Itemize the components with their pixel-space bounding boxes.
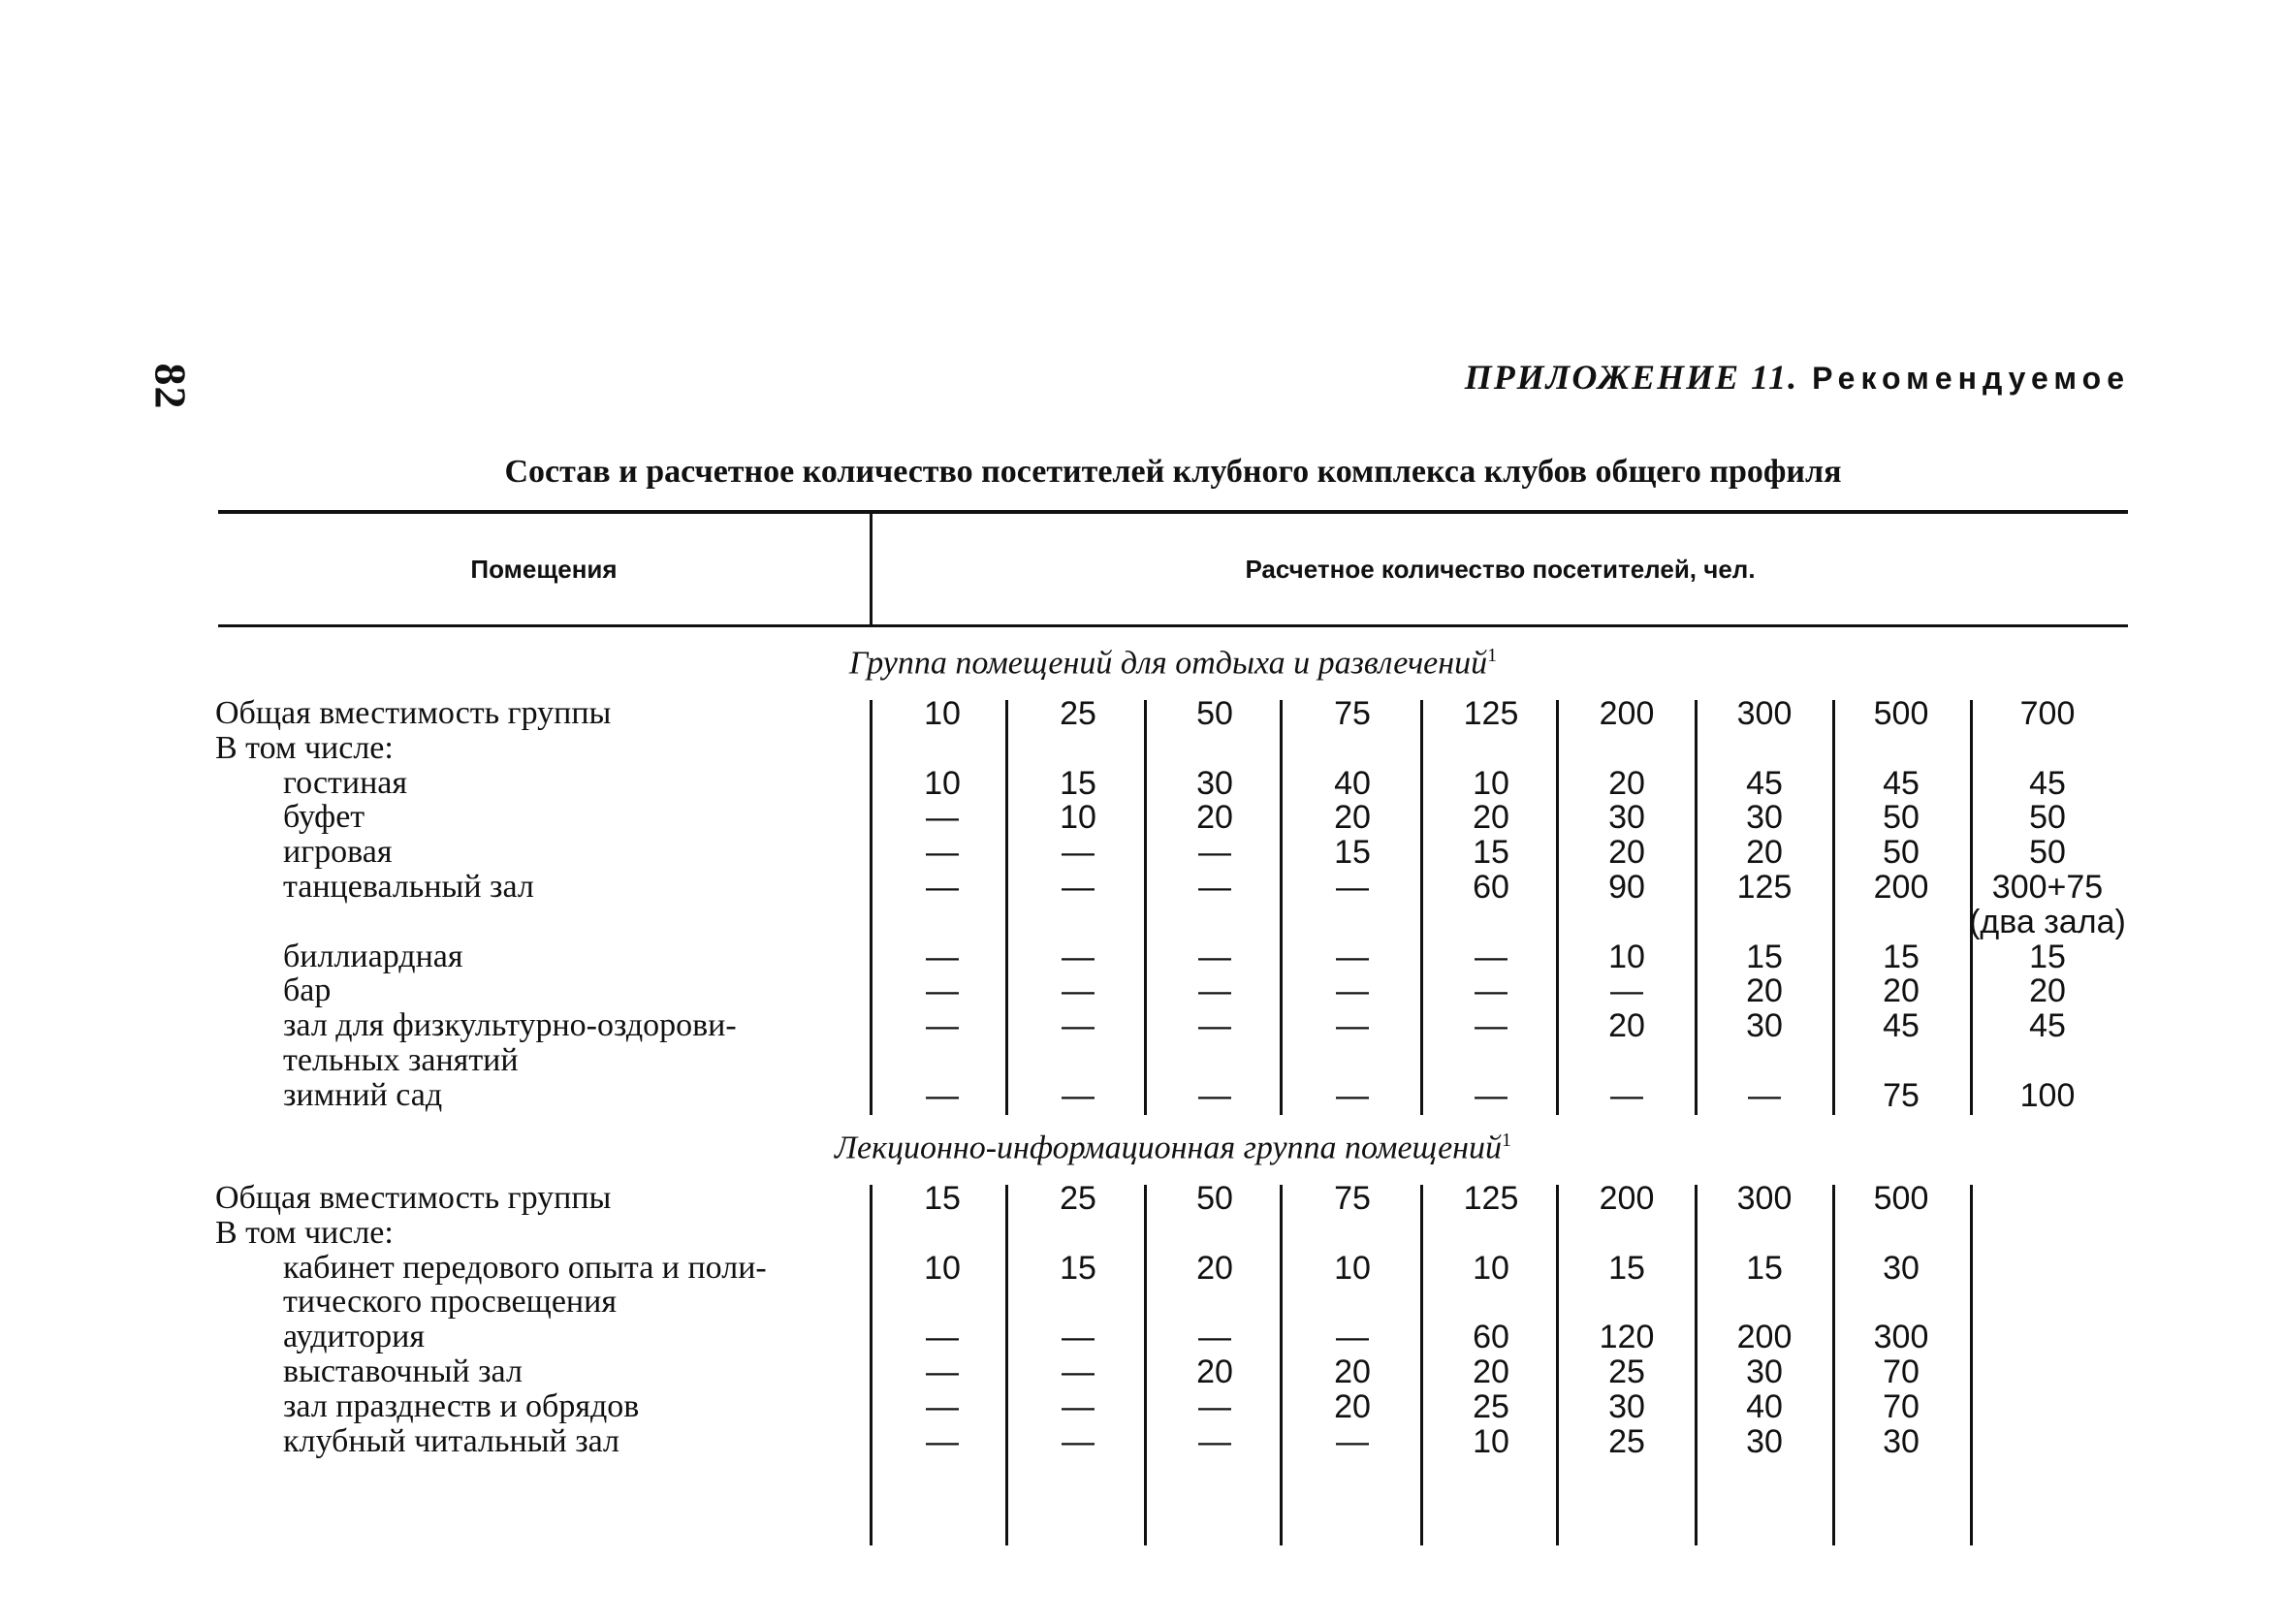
- table-cell: 700: [2019, 695, 2076, 732]
- table-row: [0, 1078, 2285, 1113]
- table-cell: 200: [1599, 695, 1655, 732]
- row-label: гостиная: [283, 764, 408, 801]
- table-cell: —: [1336, 1319, 1369, 1356]
- table-cell: 15: [1746, 938, 1783, 975]
- column-header-rooms: Помещения: [470, 555, 618, 584]
- table-cell: 200: [1599, 1180, 1655, 1217]
- table-cell: —: [1198, 1422, 1231, 1460]
- table-cell: —: [1062, 869, 1095, 906]
- appendix-label: ПРИЛОЖЕНИЕ 11.: [1464, 358, 1799, 397]
- table-cell: —: [1062, 1076, 1095, 1114]
- table-cell: 45: [2029, 764, 2066, 802]
- table-cell: —: [1475, 938, 1507, 975]
- table-cell: 50: [1883, 799, 1920, 837]
- table-cell: —: [1336, 869, 1369, 906]
- table-cell: 60: [1473, 869, 1509, 906]
- table-cell: 30: [1746, 1353, 1783, 1390]
- table-cell: —: [926, 1076, 959, 1114]
- table-row: [0, 1285, 2285, 1320]
- group-title-leisure-text: Группа помещений для отдыха и развлечений: [848, 645, 1488, 682]
- table-cell: —: [1062, 1007, 1095, 1045]
- column-header-visitors: Расчетное количество посетителей, чел.: [1245, 555, 1756, 584]
- table-cell: 25: [1608, 1422, 1645, 1460]
- table-cell: 60: [1473, 1319, 1509, 1356]
- table-row: [0, 800, 2285, 835]
- table-cell: —: [1748, 1076, 1781, 1114]
- table-row: [0, 1251, 2285, 1286]
- row-label: клубный читальный зал: [283, 1422, 620, 1459]
- table-cell: —: [1198, 972, 1231, 1010]
- row-label: Общая вместимость группы: [215, 1180, 612, 1216]
- table-cell: 20: [1883, 972, 1920, 1010]
- page-number: 82: [145, 363, 196, 410]
- table-cell: 25: [1060, 695, 1096, 732]
- table-cell: 30: [1746, 1422, 1783, 1460]
- table-cell: 45: [2029, 1007, 2066, 1045]
- table-cell: 50: [1196, 1180, 1233, 1217]
- row-label: тельных занятий: [283, 1042, 519, 1078]
- table-cell: —: [1198, 1387, 1231, 1425]
- table-cell: 40: [1334, 764, 1371, 802]
- table-cell: 30: [1746, 1007, 1783, 1045]
- table-cell: —: [926, 938, 959, 975]
- table-cell: —: [1475, 1007, 1507, 1045]
- table-cell: 300: [1736, 695, 1793, 732]
- table-cell: 50: [2029, 799, 2066, 837]
- table-cell: 50: [1196, 695, 1233, 732]
- table-row: [0, 939, 2285, 974]
- row-label: аудитория: [283, 1319, 425, 1355]
- table-cell: —: [1062, 1319, 1095, 1356]
- group-title-leisure: [218, 645, 2128, 682]
- table-cell: —: [1062, 938, 1095, 975]
- table-cell: 500: [1873, 695, 1929, 732]
- table-cell: 75: [1334, 695, 1371, 732]
- table-cell: 30: [1608, 1387, 1645, 1425]
- table-cell: —: [926, 1007, 959, 1045]
- table-cell: —: [1062, 1387, 1095, 1425]
- table-cell: 10: [1608, 938, 1645, 975]
- table-cell: 125: [1463, 1180, 1519, 1217]
- table-cell: 20: [1746, 834, 1783, 872]
- table-cell: 15: [1608, 1249, 1645, 1287]
- table-row: [0, 835, 2285, 870]
- table-row: [0, 1424, 2285, 1459]
- table-cell: —: [1062, 1422, 1095, 1460]
- row-label: В том числе:: [215, 729, 394, 766]
- group-title-lecture: [218, 1130, 2128, 1166]
- table-cell: —: [1336, 938, 1369, 975]
- table-cell: —: [1198, 1076, 1231, 1114]
- table-cell: 20: [1196, 1353, 1233, 1390]
- table-cell: —: [1198, 834, 1231, 872]
- row-label: танцевальный зал: [283, 869, 534, 905]
- row-label: зимний сад: [283, 1076, 443, 1113]
- table-cell: 20: [1608, 1007, 1645, 1045]
- table-cell: —: [1198, 1319, 1231, 1356]
- table-cell: 300: [1873, 1319, 1929, 1356]
- header-rule: [218, 624, 2128, 627]
- footnote-marker: 1: [1502, 1130, 1512, 1151]
- table-row: [0, 696, 2285, 731]
- table-row: [0, 731, 2285, 766]
- table-cell: 20: [2029, 972, 2066, 1010]
- table-cell: —: [1610, 972, 1643, 1010]
- table-cell: 45: [1883, 764, 1920, 802]
- table-row: [0, 870, 2285, 905]
- table-cell: 10: [1334, 1249, 1371, 1287]
- table-cell: 125: [1736, 869, 1793, 906]
- table-cell: 20: [1608, 764, 1645, 802]
- table-cell: 70: [1883, 1353, 1920, 1390]
- table-cell: —: [1610, 1076, 1643, 1114]
- table-cell: 300+75: [1991, 869, 2104, 906]
- table-row: [0, 1389, 2285, 1424]
- table-cell: 15: [1883, 938, 1920, 975]
- table-cell: —: [926, 1353, 959, 1390]
- row-label: кабинет передового опыта и поли-: [283, 1249, 767, 1286]
- table-cell: 45: [1883, 1007, 1920, 1045]
- row-label: биллиардная: [283, 938, 463, 974]
- table-cell: —: [926, 1422, 959, 1460]
- table-cell: —: [1475, 1076, 1507, 1114]
- table-cell: 70: [1883, 1387, 1920, 1425]
- table-cell: 300: [1736, 1180, 1793, 1217]
- table-cell: 10: [924, 1249, 961, 1287]
- table-cell: 100: [2019, 1076, 2076, 1114]
- table-cell: 45: [1746, 764, 1783, 802]
- table-row: [0, 766, 2285, 801]
- table-cell: —: [1336, 1422, 1369, 1460]
- table-cell: 50: [2029, 834, 2066, 872]
- row-label: бар: [283, 972, 332, 1009]
- table-cell: 20: [1196, 799, 1233, 837]
- table-cell: —: [1336, 972, 1369, 1010]
- appendix-status: Рекомендуемое: [1812, 361, 2130, 396]
- table-cell: 15: [1473, 834, 1509, 872]
- table-cell: 10: [1473, 1249, 1509, 1287]
- table-cell: 15: [2029, 938, 2066, 975]
- table-cell: 120: [1599, 1319, 1655, 1356]
- table-cell: —: [926, 1387, 959, 1425]
- row-label: выставочный зал: [283, 1353, 523, 1389]
- table-cell: 15: [1060, 764, 1096, 802]
- table-cell: 20: [1746, 972, 1783, 1010]
- table-cell: 15: [1334, 834, 1371, 872]
- appendix-heading: [1465, 357, 2130, 398]
- table-row: [0, 1008, 2285, 1043]
- table-cell: —: [926, 972, 959, 1010]
- group-title-lecture-text: Лекционно-информационная группа помещений: [834, 1130, 1503, 1166]
- table-row: [0, 1320, 2285, 1354]
- table-cell: —: [1062, 834, 1095, 872]
- table-cell: 75: [1334, 1180, 1371, 1217]
- table-cell: 200: [1873, 869, 1929, 906]
- table-cell: 10: [1060, 799, 1096, 837]
- table-cell: 25: [1608, 1353, 1645, 1390]
- table-cell: 20: [1334, 1353, 1371, 1390]
- table-cell: 25: [1060, 1180, 1096, 1217]
- table-cell: —: [1336, 1007, 1369, 1045]
- table-cell: (два зала): [1969, 903, 2126, 940]
- table-cell: 15: [1060, 1249, 1096, 1287]
- table-cell: 10: [924, 764, 961, 802]
- table-cell: 15: [924, 1180, 961, 1217]
- table-cell: 30: [1608, 799, 1645, 837]
- table-cell: —: [1062, 972, 1095, 1010]
- table-cell: —: [1198, 869, 1231, 906]
- table-cell: 40: [1746, 1387, 1783, 1425]
- table-cell: —: [1475, 972, 1507, 1010]
- table-cell: 20: [1334, 799, 1371, 837]
- table-cell: 20: [1196, 1249, 1233, 1287]
- table-cell: 200: [1736, 1319, 1793, 1356]
- table-cell: 50: [1883, 834, 1920, 872]
- table-cell: —: [1336, 1076, 1369, 1114]
- table-cell: 30: [1883, 1249, 1920, 1287]
- table-cell: 30: [1883, 1422, 1920, 1460]
- top-rule: [218, 510, 2128, 514]
- footnote-marker: 1: [1487, 645, 1498, 666]
- table-cell: 10: [924, 695, 961, 732]
- row-label: зал для физкультурно-оздорови-: [283, 1007, 737, 1044]
- table-cell: —: [1062, 1353, 1095, 1390]
- table-cell: 20: [1334, 1387, 1371, 1425]
- table-cell: —: [926, 1319, 959, 1356]
- table-cell: 30: [1746, 799, 1783, 837]
- table-cell: 10: [1473, 1422, 1509, 1460]
- table-cell: 75: [1883, 1076, 1920, 1114]
- table-cell: 30: [1196, 764, 1233, 802]
- table-cell: 15: [1746, 1249, 1783, 1287]
- table-cell: 500: [1873, 1180, 1929, 1217]
- table-row: [0, 1181, 2285, 1216]
- row-label: Общая вместимость группы: [215, 695, 612, 731]
- table-cell: 125: [1463, 695, 1519, 732]
- table-row: [0, 973, 2285, 1008]
- table-cell: —: [926, 799, 959, 837]
- table-cell: 20: [1473, 1353, 1509, 1390]
- row-label: тического просвещения: [283, 1284, 617, 1321]
- table-cell: —: [1198, 938, 1231, 975]
- table-row: [0, 905, 2285, 939]
- table-cell: —: [926, 834, 959, 872]
- row-label: В том числе:: [215, 1214, 394, 1251]
- row-label: зал празднеств и обрядов: [283, 1387, 640, 1424]
- table-cell: 90: [1608, 869, 1645, 906]
- table-row: [0, 1043, 2285, 1078]
- table-title: Состав и расчетное количество посетителей клубного комплекса клубов общего профиля: [504, 454, 1842, 490]
- row-label: буфет: [283, 799, 365, 836]
- table-row: [0, 1216, 2285, 1251]
- table-cell: 10: [1473, 764, 1509, 802]
- table-cell: 20: [1473, 799, 1509, 837]
- table-row: [0, 1354, 2285, 1389]
- table-cell: —: [1198, 1007, 1231, 1045]
- table-cell: 20: [1608, 834, 1645, 872]
- table-cell: 25: [1473, 1387, 1509, 1425]
- table-cell: —: [926, 869, 959, 906]
- row-label: игровая: [283, 834, 393, 871]
